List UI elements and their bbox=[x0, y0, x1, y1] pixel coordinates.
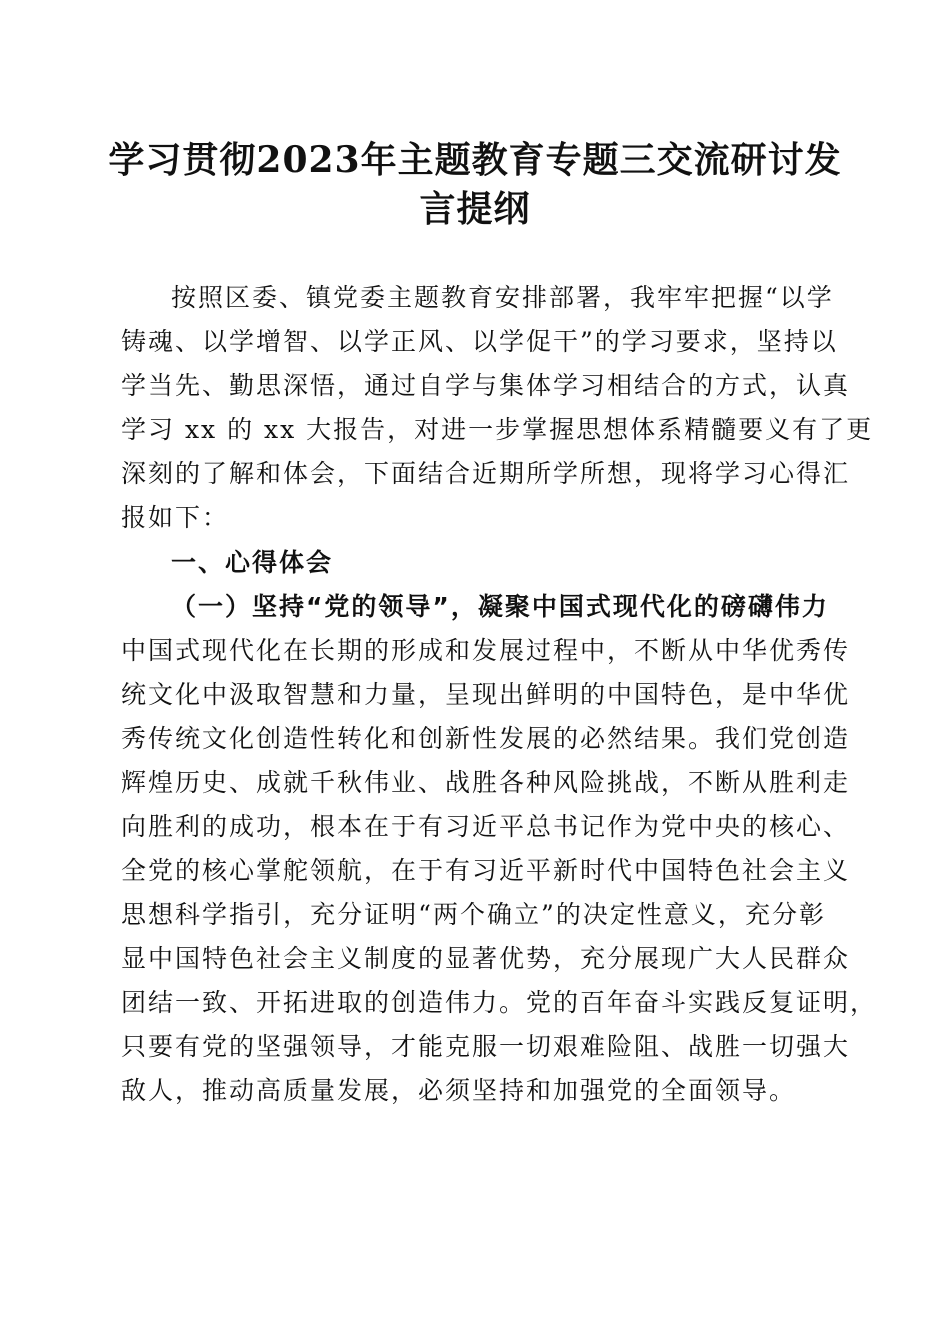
subsection-heading: （一）坚持“党的领导”，凝聚中国式现代化的磅礴伟力 bbox=[171, 592, 829, 621]
body-line: 秀传统文化创造性转化和创新性发展的必然结果。我们党创造 bbox=[121, 724, 851, 753]
body-line: 敌人，推动高质量发展，必须坚持和加强党的全面领导。 bbox=[121, 1076, 797, 1105]
body-line: 只要有党的坚强领导，才能克服一切艰难险阻、战胜一切强大 bbox=[121, 1032, 851, 1061]
intro-line: 按照区委、镇党委主题教育安排部署，我牢牢把握“以学 bbox=[171, 283, 834, 312]
intro-line: 深刻的了解和体会，下面结合近期所学所想，现将学习心得汇 bbox=[121, 459, 851, 488]
body-line: 向胜利的成功，根本在于有习近平总书记作为党中央的核心、 bbox=[121, 812, 851, 841]
body-line: 团结一致、开拓进取的创造伟力。党的百年奋斗实践反复证明， bbox=[121, 988, 878, 1017]
intro-line: 报如下： bbox=[121, 503, 230, 532]
body-line: 辉煌历史、成就千秋伟业、战胜各种风险挑战，不断从胜利走 bbox=[121, 768, 851, 797]
intro-line: 学当先、勤思深悟，通过自学与集体学习相结合的方式，认真 bbox=[121, 371, 851, 400]
document-title-line-1: 学习贯彻2023年主题教育专题三交流研讨发 bbox=[108, 139, 842, 181]
body-line: 全党的核心掌舵领航，在于有习近平新时代中国特色社会主义 bbox=[121, 856, 851, 885]
intro-line: 铸魂、以学增智、以学正风、以学促干”的学习要求，坚持以 bbox=[121, 327, 838, 356]
body-line: 思想科学指引，充分证明“两个确立”的决定性意义，充分彰 bbox=[121, 900, 826, 929]
body-line: 中国式现代化在长期的形成和发展过程中，不断从中华优秀传 bbox=[121, 636, 851, 665]
intro-line: 学习 xx 的 xx 大报告，对进一步掌握思想体系精髓要义有了更 bbox=[121, 415, 874, 444]
body-line: 显中国特色社会主义制度的显著优势，充分展现广大人民群众 bbox=[121, 944, 851, 973]
document-title-line-2: 言提纲 bbox=[419, 188, 531, 230]
section-heading: 一、心得体会 bbox=[171, 548, 334, 577]
body-line: 统文化中汲取智慧和力量，呈现出鲜明的中国特色，是中华优 bbox=[121, 680, 851, 709]
